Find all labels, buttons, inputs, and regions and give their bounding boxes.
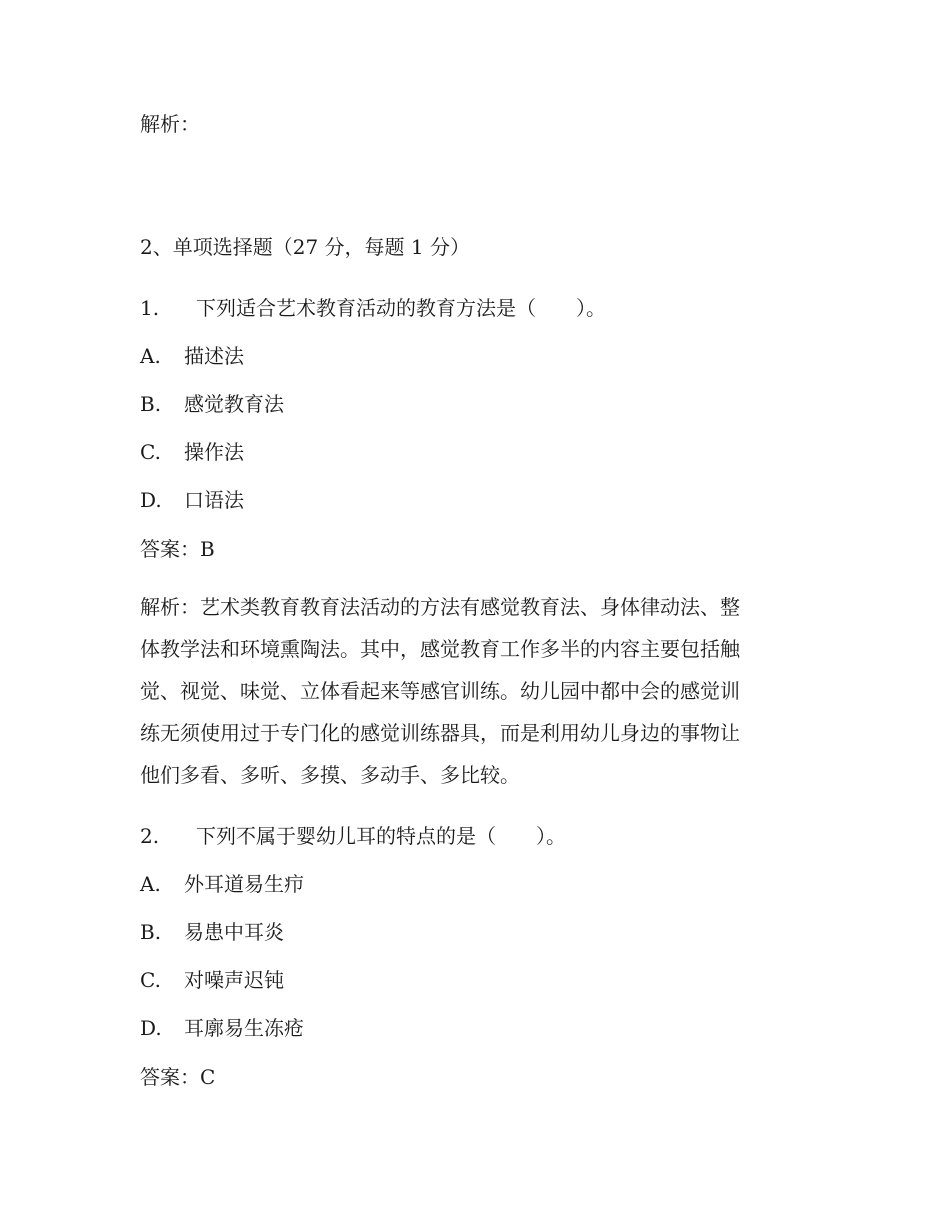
option-letter: A. xyxy=(140,872,161,896)
analysis-line: 他们多看、多听、多摸、多动手、多比较。 xyxy=(140,763,520,787)
analysis-line: 解析：艺术类教育教育法活动的方法有感觉教育法、身体律动法、整 xyxy=(140,595,740,619)
question-1-option-d xyxy=(140,490,244,510)
option-letter: D. xyxy=(140,488,162,512)
question-2-stem xyxy=(140,826,566,846)
option-letter: B. xyxy=(140,392,162,416)
question-2-answer: 答案：C xyxy=(140,1065,216,1089)
question-1-option-a xyxy=(140,346,244,366)
question-1-option-c xyxy=(140,442,244,462)
option-text: 外耳道易生疖 xyxy=(184,872,304,896)
previous-analysis-label: 解析： xyxy=(140,112,200,136)
question-2-option-a xyxy=(140,874,304,894)
question-2-option-d xyxy=(140,1018,304,1038)
question-2-option-b xyxy=(140,922,284,942)
question-1-stem xyxy=(140,298,606,318)
option-letter: C. xyxy=(140,968,161,992)
option-letter: B. xyxy=(140,920,162,944)
section-heading: 2、单项选择题（27 分，每题 1 分） xyxy=(140,235,470,259)
option-text: 描述法 xyxy=(184,344,244,368)
question-2-number: 2. xyxy=(140,824,160,848)
question-1-answer: 答案：B xyxy=(140,537,215,561)
option-text: 口语法 xyxy=(184,488,244,512)
option-text: 易患中耳炎 xyxy=(184,920,284,944)
option-text: 对噪声迟钝 xyxy=(184,968,284,992)
question-1-text: 下列适合艺术教育活动的教育方法是（ ）。 xyxy=(196,296,606,320)
question-1-analysis xyxy=(140,586,800,796)
option-letter: C. xyxy=(140,440,161,464)
option-text: 操作法 xyxy=(184,440,244,464)
analysis-line: 体教学法和环境熏陶法。其中，感觉教育工作多半的内容主要包括触 xyxy=(140,637,740,661)
question-2-text: 下列不属于婴幼儿耳的特点的是（ ）。 xyxy=(196,824,566,848)
analysis-line: 觉、视觉、味觉、立体看起来等感官训练。幼儿园中都中会的感觉训 xyxy=(140,679,740,703)
question-1-option-b xyxy=(140,394,284,414)
question-1-number: 1. xyxy=(140,296,160,320)
analysis-line: 练无须使用过于专门化的感觉训练器具，而是利用幼儿身边的事物让 xyxy=(140,721,740,745)
option-text: 感觉教育法 xyxy=(184,392,284,416)
option-letter: A. xyxy=(140,344,161,368)
question-2-option-c xyxy=(140,970,284,990)
option-text: 耳廓易生冻疮 xyxy=(184,1016,304,1040)
option-letter: D. xyxy=(140,1016,162,1040)
